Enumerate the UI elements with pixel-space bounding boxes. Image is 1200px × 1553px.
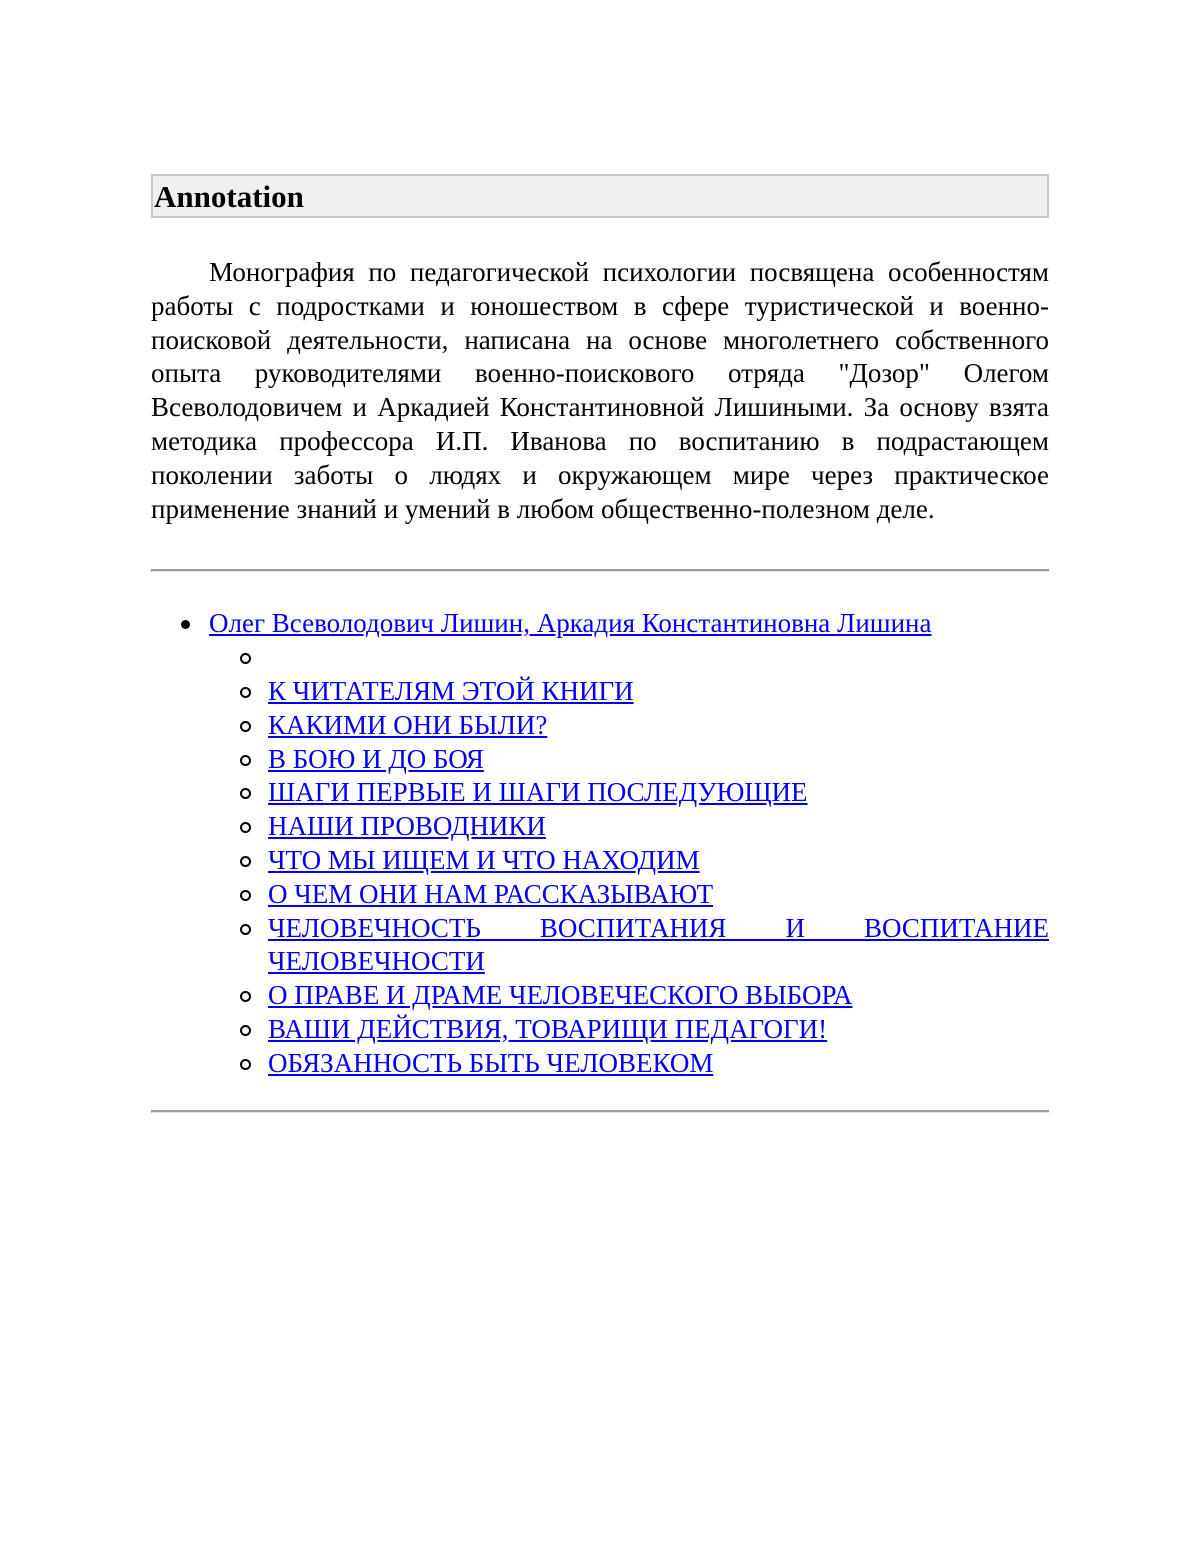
- circle-bullet-icon: [240, 822, 251, 833]
- chapter-link[interactable]: О ПРАВЕ И ДРАМЕ ЧЕЛОВЕЧЕСКОГО ВЫБОРА: [268, 980, 853, 1011]
- author-link[interactable]: Олег Всеволодович Лишин, Аркадия Константиновна Лишина: [209, 608, 932, 639]
- circle-bullet-icon: [240, 755, 251, 766]
- chapter-item: [268, 979, 1049, 1013]
- chapter-link[interactable]: К ЧИТАТЕЛЯМ ЭТОЙ КНИГИ: [268, 675, 634, 706]
- circle-bullet-icon: [240, 890, 251, 901]
- chapter-link[interactable]: О ЧЕМ ОНИ НАМ РАССКАЗЫВАЮТ: [268, 878, 714, 909]
- annotation-paragraph: Монография по педагогической психологии посвящена особенностям работы с подростками и юношеством в сфере туристической и военно-поисковой деятельности, написана на основе многолетнего собственного опыта руководителями военно-поискового отряда "Дозор" Олегом Всеволодовичем и Аркадией Константиновной Лишиными. За основу взята методика профессора И.П. Иванова по воспитанию в подрастающем поколении заботы о людях и окружающем мире через практическое применение знаний и умений в любом общественно-полезном деле.: [151, 257, 1049, 524]
- circle-bullet-icon: [240, 1025, 251, 1036]
- chapter-item: [268, 776, 1049, 810]
- chapter-item: [268, 1047, 1049, 1081]
- chapter-item: [268, 810, 1049, 844]
- circle-bullet-icon: [240, 924, 251, 935]
- chapter-link[interactable]: В БОЮ И ДО БОЯ: [268, 743, 484, 774]
- chapter-link[interactable]: ОБЯЗАННОСТЬ БЫТЬ ЧЕЛОВЕКОМ: [268, 1047, 714, 1078]
- annotation-heading: Annotation: [151, 174, 1049, 218]
- chapter-item: [268, 743, 1049, 777]
- circle-bullet-icon: [240, 1059, 251, 1070]
- chapter-link[interactable]: ВАШИ ДЕЙСТВИЯ, ТОВАРИЩИ ПЕДАГОГИ!: [268, 1013, 828, 1044]
- chapter-item: [268, 844, 1049, 878]
- circle-bullet-icon: [240, 653, 251, 664]
- horizontal-rule: [151, 569, 1049, 572]
- chapter-item: [268, 709, 1049, 743]
- chapter-item: [268, 675, 1049, 709]
- chapter-item: [268, 641, 1049, 675]
- chapter-link[interactable]: ЧТО МЫ ИЩЕМ И ЧТО НАХОДИМ: [268, 844, 700, 875]
- chapter-list: [151, 641, 1049, 1080]
- circle-bullet-icon: [240, 788, 251, 799]
- chapter-link[interactable]: НАШИ ПРОВОДНИКИ: [268, 811, 546, 842]
- disc-bullet-icon: [181, 620, 190, 629]
- circle-bullet-icon: [240, 687, 251, 698]
- circle-bullet-icon: [240, 991, 251, 1002]
- chapter-item: [268, 878, 1049, 912]
- chapter-link[interactable]: ШАГИ ПЕРВЫЕ И ШАГИ ПОСЛЕДУЮЩИЕ: [268, 777, 808, 808]
- document-page: [151, 174, 1049, 1113]
- chapter-item: [268, 1013, 1049, 1047]
- table-of-contents: [151, 607, 1049, 1080]
- horizontal-rule: [151, 1110, 1049, 1113]
- circle-bullet-icon: [240, 721, 251, 732]
- chapter-item: [268, 912, 1049, 980]
- chapter-link[interactable]: КАКИМИ ОНИ БЫЛИ?: [268, 709, 548, 740]
- chapter-link[interactable]: ЧЕЛОВЕЧНОСТЬ ВОСПИТАНИЯ И ВОСПИТАНИЕ ЧЕЛОВЕЧНОСТИ: [268, 912, 1049, 977]
- toc-author-item: [151, 607, 1049, 1080]
- circle-bullet-icon: [240, 856, 251, 867]
